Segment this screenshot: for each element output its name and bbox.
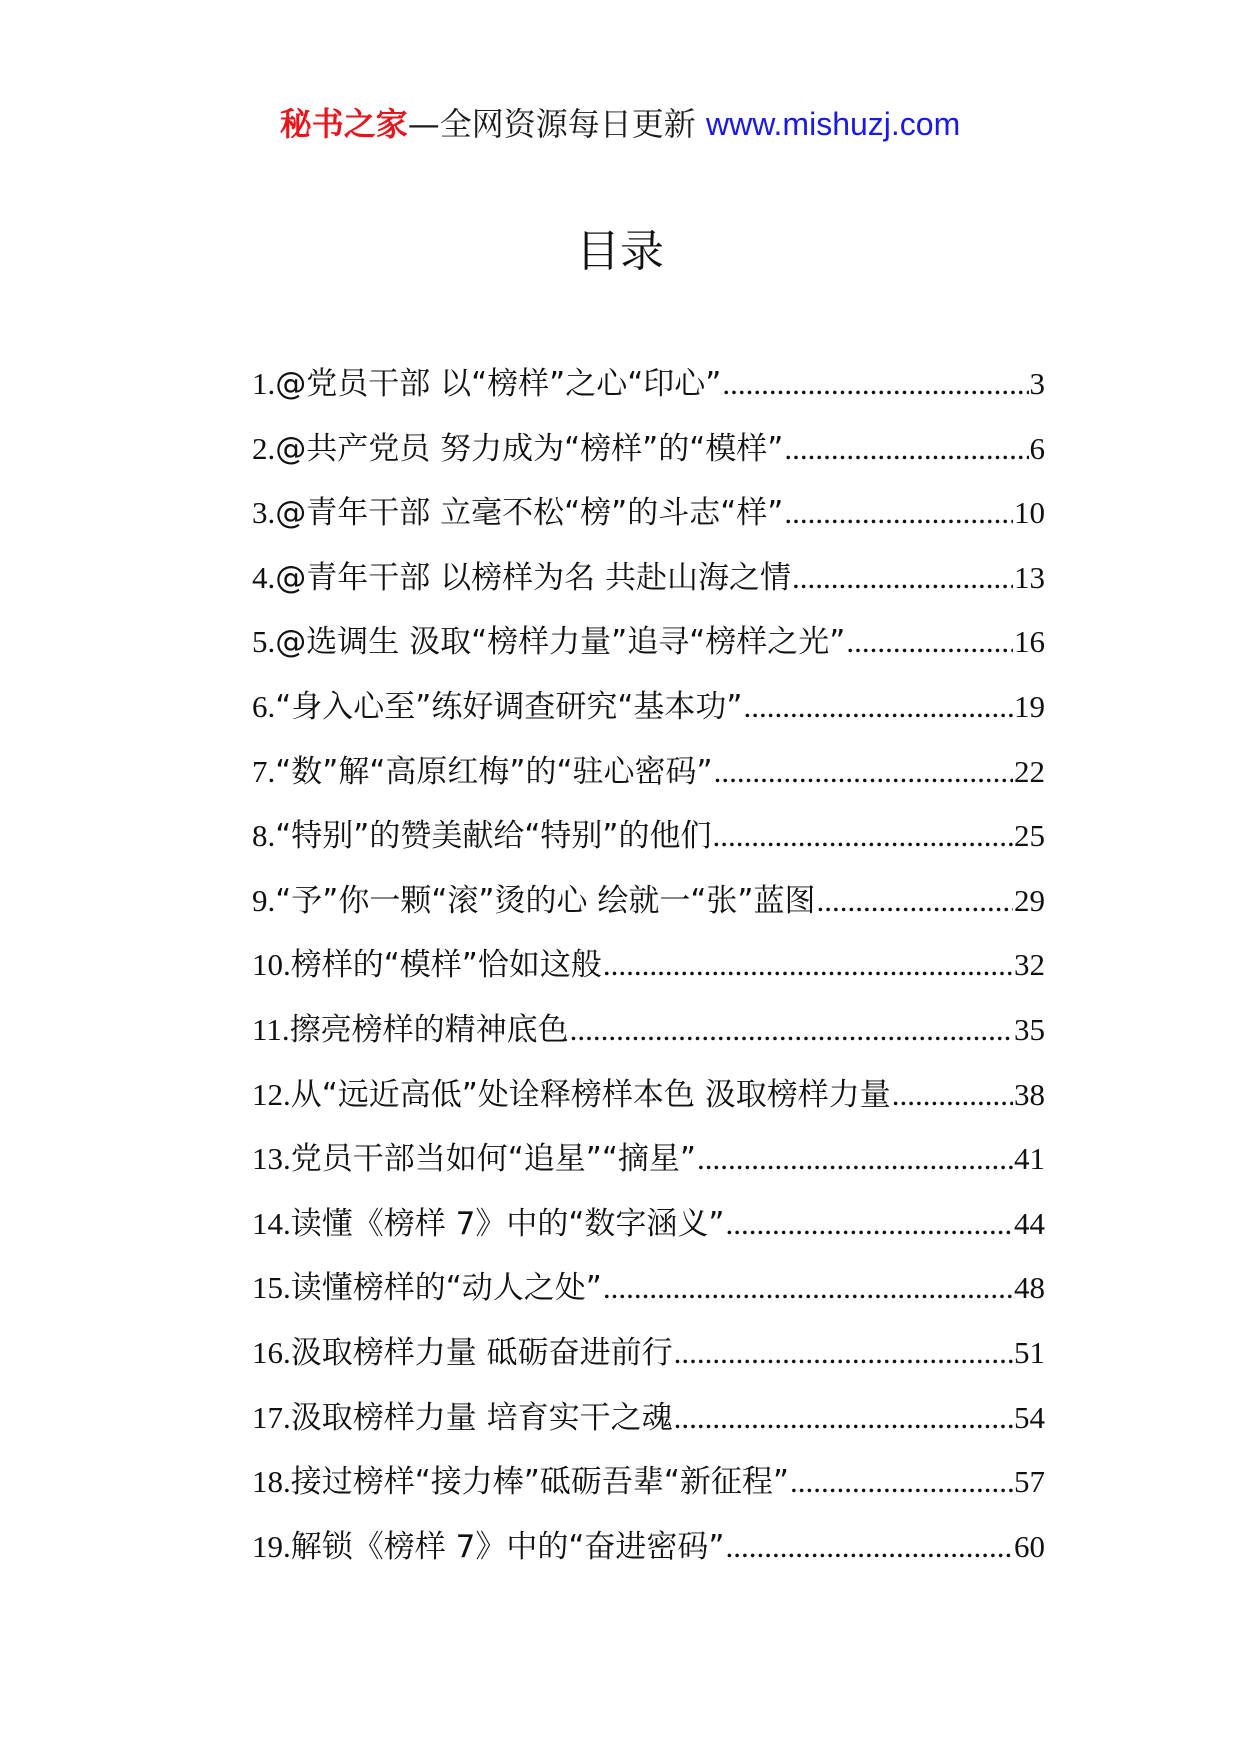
toc-entry-title: 汲取榜样力量 砥砺奋进前行 [290,1334,673,1371]
toc-entry-16[interactable] [252,1327,1045,1392]
toc-entry-page: 38 [1014,1076,1045,1112]
toc-entry-page: 25 [1014,818,1045,854]
toc-entry-title: @选调生 汲取“榜样力量”追寻“榜样之光” [275,624,846,661]
toc-entry-12[interactable] [252,1069,1045,1134]
toc-dot-leader [570,1012,1013,1048]
toc-entry-11[interactable] [252,1004,1045,1069]
toc-entry-page: 16 [1014,624,1045,660]
toc-entry-page: 51 [1014,1334,1045,1370]
toc-entry-page: 41 [1014,1141,1045,1177]
toc-dot-leader [792,560,1013,596]
toc-entry-7[interactable] [252,746,1045,811]
toc-dot-leader [784,431,1028,467]
toc-dot-leader [725,1206,1013,1242]
toc-entry-page: 6 [1029,430,1045,466]
toc-entry-page: 19 [1014,688,1045,724]
toc-entry-page: 60 [1014,1528,1045,1564]
toc-entry-number: 13. [252,1141,291,1177]
toc-entry-number: 7. [252,753,276,789]
toc-entry-page: 57 [1014,1464,1045,1500]
toc-dot-leader [713,818,1014,854]
toc-entry-number: 10. [252,947,291,983]
site-header [0,100,1240,148]
toc-entry-title: “数”解“高原红梅”的“驻心密码” [275,753,713,790]
toc-entry-title: “身入心至”练好调查研究“基本功” [275,688,743,725]
toc-dot-leader [722,366,1028,402]
page-title: 目录 [576,226,664,277]
toc-dot-leader [784,495,1013,531]
table-of-contents [252,358,1045,1585]
toc-entry-title: 解锁《榜样 7》中的“奋进密码” [290,1528,725,1565]
toc-entry-title: @青年干部 以榜样为名 共赴山海之情 [275,559,791,596]
toc-entry-page: 54 [1014,1399,1045,1435]
toc-entry-number: 8. [252,818,276,854]
toc-entry-title: @青年干部 立毫不松“榜”的斗志“样” [275,495,784,532]
toc-entry-number: 19. [252,1528,291,1564]
toc-dot-leader [714,754,1013,790]
toc-entry-page: 22 [1014,753,1045,789]
toc-dot-leader [725,1529,1013,1565]
toc-entry-6[interactable] [252,681,1045,746]
toc-dot-leader [697,1141,1013,1177]
toc-dot-leader [744,689,1014,725]
toc-entry-page: 29 [1014,882,1045,918]
toc-entry-page: 44 [1014,1205,1045,1241]
toc-entry-14[interactable] [252,1198,1045,1263]
header-slogan: —全网资源每日更新 [407,105,696,143]
toc-entry-18[interactable] [252,1456,1045,1521]
toc-dot-leader [816,883,1013,919]
toc-entry-10[interactable] [252,939,1045,1004]
toc-entry-number: 15. [252,1270,291,1306]
site-link[interactable]: www.mishuzj.com [705,106,961,142]
toc-dot-leader [790,1464,1013,1500]
toc-entry-number: 3. [252,495,276,531]
toc-dot-leader [603,947,1013,983]
toc-entry-page: 13 [1014,559,1045,595]
toc-entry-page: 3 [1029,366,1045,401]
toc-entry-number: 14. [252,1205,291,1241]
toc-entry-5[interactable] [252,616,1045,681]
toc-entry-title: 从“远近高低”处诠释榜样本色 汲取榜样力量 [290,1076,891,1113]
toc-entry-number: 6. [252,688,276,724]
toc-dot-leader [674,1400,1013,1436]
toc-entry-8[interactable] [252,810,1045,875]
toc-dot-leader [603,1270,1013,1306]
toc-entry-number: 5. [252,624,276,660]
toc-entry-15[interactable] [252,1262,1045,1327]
toc-entry-title: 读懂榜样的“动人之处” [290,1270,602,1307]
toc-entry-2[interactable] [252,423,1045,488]
toc-entry-page: 48 [1014,1270,1045,1306]
toc-entry-title: 汲取榜样力量 培育实干之魂 [290,1399,673,1436]
brand-name: 秘书之家 [279,105,408,143]
toc-entry-title: @共产党员 努力成为“榜样”的“模样” [275,430,784,467]
toc-entry-number: 1. [252,366,276,401]
toc-entry-number: 18. [252,1464,291,1500]
toc-entry-title: 榜样的“模样”恰如这般 [290,947,602,984]
toc-entry-19[interactable] [252,1521,1045,1586]
toc-entry-1[interactable] [252,358,1045,423]
toc-entry-title: “特别”的赞美献给“特别”的他们 [275,818,712,855]
toc-entry-title: 接过榜样“接力棒”砥砺吾辈“新征程” [290,1464,789,1501]
toc-dot-leader [674,1335,1013,1371]
toc-entry-number: 2. [252,430,276,466]
toc-dot-leader [892,1077,1013,1113]
toc-entry-17[interactable] [252,1392,1045,1457]
toc-entry-page: 10 [1014,495,1045,531]
toc-entry-number: 12. [252,1076,291,1112]
toc-entry-title: 读懂《榜样 7》中的“数字涵义” [290,1205,725,1242]
toc-entry-number: 11. [252,1011,290,1047]
toc-entry-13[interactable] [252,1133,1045,1198]
toc-entry-title: 擦亮榜样的精神底色 [289,1011,569,1048]
toc-entry-page: 32 [1014,947,1045,983]
toc-entry-page: 35 [1014,1011,1045,1047]
toc-entry-number: 16. [252,1334,291,1370]
toc-entry-number: 4. [252,559,276,595]
toc-entry-3[interactable] [252,487,1045,552]
toc-entry-number: 9. [252,882,276,918]
toc-entry-9[interactable] [252,875,1045,940]
toc-entry-title: @党员干部 以“榜样”之心“印心” [275,366,722,402]
toc-entry-title: “予”你一颗“滚”烫的心 绘就一“张”蓝图 [275,882,816,919]
toc-entry-title: 党员干部当如何“追星”“摘星” [290,1141,696,1178]
toc-entry-number: 17. [252,1399,291,1435]
toc-entry-4[interactable] [252,552,1045,617]
toc-dot-leader [846,624,1013,660]
